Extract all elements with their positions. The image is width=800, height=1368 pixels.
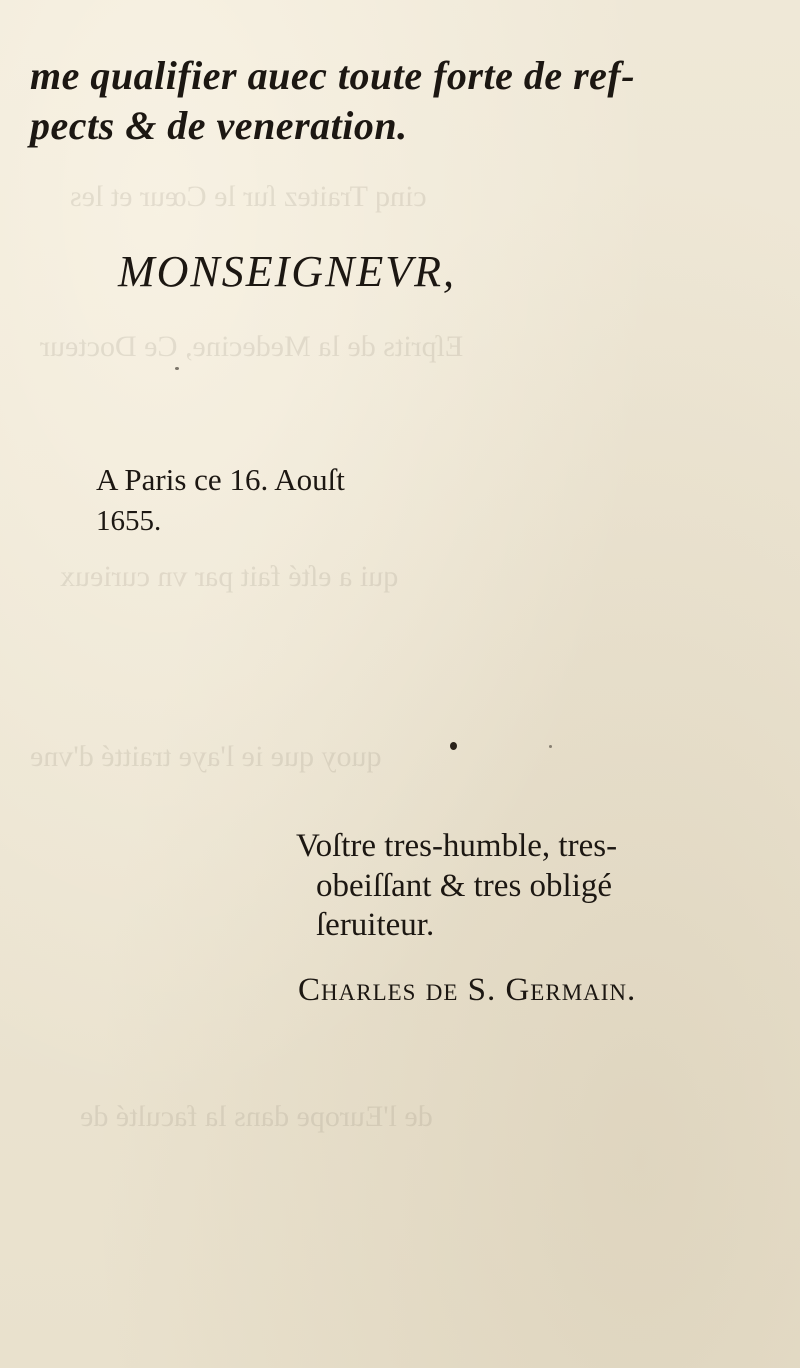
signature-closing-line: ſeruiteur. — [316, 907, 435, 943]
salutation: MONSEIGNEVR, — [118, 247, 457, 296]
signature-closing-line: Voſtre tres-humble, tres- — [296, 828, 618, 864]
year: 1655. — [96, 505, 162, 537]
ink-speck — [175, 367, 179, 370]
closing-text-line: me qualifier auec toute forte de ref- — [30, 53, 636, 98]
ink-speck — [549, 745, 552, 748]
show-through-text: de l'Europe dans la faculté de — [80, 1100, 433, 1133]
ink-speck — [450, 742, 457, 750]
place-and-date: A Paris ce 16. Aouſt — [96, 462, 345, 497]
show-through-text: qui a eſté fait par vn curieux — [60, 560, 399, 593]
closing-text-line: pects & de veneration. — [30, 103, 408, 148]
show-through-text: quoy que ie l'aye traitté d'vne — [30, 740, 382, 773]
show-through-text: Eſprits de la Medecine, Ce Docteur — [40, 330, 464, 363]
signer-name: Charles de S. Germain. — [298, 972, 637, 1008]
show-through-text: cinq Traitez ſur le Cœur et les — [70, 180, 427, 213]
signature-closing-line: obeiſſant & tres obligé — [316, 868, 613, 904]
